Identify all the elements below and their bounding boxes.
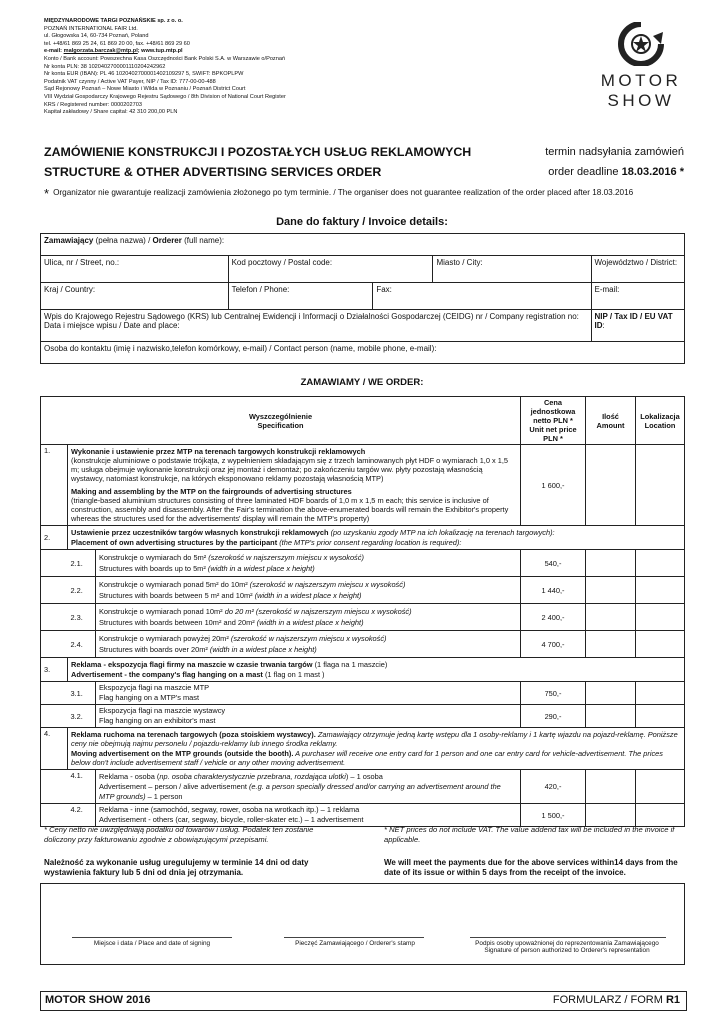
item-2-3-location-input[interactable] (636, 604, 685, 631)
table-row (41, 728, 685, 770)
krs-label: Wpis do Krajowego Rejestru Sądowego (KRS) lub Centralnej Ewidencji i Informacji o Działalności Gospodarczej (CEIDG) nr / Company registration no: (44, 312, 579, 321)
item-2-4-price: 4 700,- (521, 631, 586, 658)
item-4-2-qty-input[interactable] (586, 804, 636, 827)
table-row (41, 550, 685, 577)
deadline-pl: termin nadsyłania zamówień (545, 146, 684, 158)
eur-account: Nr konta EUR (IBAN): PL 46 1020402700001402109297 5, SWIFT: BPKOPLPW (44, 71, 244, 78)
orderer-label-bold: Zamawiający (44, 236, 94, 245)
country-field[interactable]: Kraj / Country: (41, 283, 229, 310)
item-1-price: 1 600,- (521, 445, 586, 526)
authorized-signature-line (470, 937, 666, 938)
city-field[interactable]: Miasto / City: (433, 256, 591, 283)
section-2-header: Ustawienie przez uczestników targów własnych konstrukcji reklamowych (po uzyskaniu zgody MTP na ich lokalizację na terenach targowych): Placement of own advertising structures by the participant (the MTP's prior consent regarding location is required): (68, 526, 685, 550)
item-3-2-description: Ekspozycja flagi na maszcie wystawcy Flag hanging on an exhibitor's mast (96, 705, 521, 728)
phone-field[interactable]: Telefon / Phone: (228, 283, 373, 310)
row-number: 3.1. (68, 682, 96, 705)
form-footer-bar (40, 991, 687, 1011)
item-1-location-input[interactable] (636, 445, 685, 526)
logo-show: SHOW (607, 91, 675, 110)
court-info: Sąd Rejonowy Poznań – Nowe Miasto i Wilda w Poznaniu / Poznań District Court (44, 86, 246, 93)
logo-motor: MOTOR (600, 71, 682, 90)
table-row (41, 658, 685, 682)
table-row (41, 682, 685, 705)
table-row (41, 804, 685, 827)
company-address: ul. Głogowska 14, 60-734 Poznań, Poland (44, 33, 149, 40)
company-phone: tel. +48/61 869 25 24, 61 869 20 00, fax. +48/61 869 29 60 (44, 40, 190, 47)
item-4-2-location-input[interactable] (636, 804, 685, 827)
court-division: VIII Wydział Gospodarczy Krajowego Rejestru Sądowego / 8th Division of National Court Register (44, 93, 286, 100)
col-qty-header: Ilość Amount (586, 397, 636, 445)
table-row (41, 577, 685, 604)
vat-note-en: * NET prices do not include VAT. The value addend tax will be included in the invoice if applicable. (384, 825, 675, 844)
item-3-1-qty-input[interactable] (586, 682, 636, 705)
note-text: Organizator nie gwarantuje realizacji zamówienia złożonego po tym terminie. / The organiser does not guarantee realization of the order placed after 18.03.2016 (53, 188, 634, 197)
item-2-4-description: Konstrukcje o wymiarach powyżej 20m² (szerokość w najszerszym miejscu x wysokość) Structures with boards over 20m² (width in a widest place x height) (96, 631, 521, 658)
item-2-2-qty-input[interactable] (586, 577, 636, 604)
orderer-field[interactable] (41, 234, 685, 256)
authorized-signature-label: Podpis osoby upoważnionej do reprezentowania Zamawiającego Signature of person authorized to Orderer's representation (475, 940, 659, 954)
vat-note-pl: * Ceny netto nie uwzględniają podatku od towarów i usług. Podatek ten zostanie doliczony przy fakturowaniu zgodnie z obowiązującymi przepisami. (44, 825, 314, 844)
section-4-header: Reklama ruchoma na terenach targowych (poza stoiskiem wystawcy). Zamawiający otrzymuje jedną kartę wstępu dla 1 osoby-reklamy i 1 kartę wjazdu na pojazd-reklamę. Poniższe ceny nie obejmują najmu personelu / pojazdu-reklamy lub innego środka reklamy. Moving advertisement on the MTP grounds (outside the booth). A purchaser will receive one entry card for 1 person and one car entry card for vehicle-advertisement. The prices below don't include advertisement staff / vehicle or any other moving advertisement. (68, 728, 685, 770)
item-2-2-price: 1 440,- (521, 577, 586, 604)
nip-colon: : (602, 321, 605, 330)
item-1-description: Wykonanie i ustawienie przez MTP na terenach targowych konstrukcji reklamowych (konstrukcje aluminiowe o podstawie trójkąta, z wypełnieniem składającym się z trzech laminowanych płyt HDF o wymiarach 1,0 x 1,5 m; usługa obejmuje wykonanie konstrukcji oraz jej montaż i demontaż; po zakończeniu targów ww. płyty pozostają własnością wystawcy, natomiast konstrukcje, na których eksponowano reklamy pozostają własnością MTP) Making and assembling by the MTP on the fairgrounds of advertising structures (triangle-based aluminium structures consisting of three laminated HDF boards of 1,0 m x 1,5 m each; this service is inclusive of construction, assembly and disassembly. After the Fair's termination the above-enumerated boards will remain the Exhibitor's property whereas the structures used for the advertisements' display will remain the MTP's property) (68, 445, 521, 526)
orderer-label: (pełna nazwa) / (93, 236, 153, 245)
place-date-label: Miejsce i data / Place and date of signing (93, 940, 211, 947)
table-row (41, 604, 685, 631)
payment-note-en: We will meet the payments due for the above services within14 days from the date of its issue or within 5 days from the receipt of the invoice. (384, 858, 678, 877)
motor-show-logo (596, 22, 686, 111)
item-4-2-description: Reklama - inne (samochód, segway, rower, osoba na wrotkach itp.) – 1 reklama Advertisement - others (car, segway, bicycle, roller-skater etc.) – 1 advertisement (96, 804, 521, 827)
invoice-heading: Dane do faktury / Invoice details: (276, 216, 448, 228)
item-2-1-description: Konstrukcje o wymiarach do 5m² (szerokość w najszerszym miejscu x wysokość) Structures with boards up to 5m² (width in a widest place x height) (96, 550, 521, 577)
deadline-date: 18.03.2016 * (621, 166, 684, 178)
contact-person-field[interactable]: Osoba do kontaktu (imię i nazwisko,telefon komórkowy, e-mail) / Contact person (name, mobile phone, e-mail): (41, 342, 685, 364)
orderer-label-en: (full name): (181, 236, 225, 245)
row-number: 1. (41, 445, 68, 526)
company-name: MIĘDZYNARODOWE TARGI POZNAŃSKIE sp. z o. o. (44, 18, 183, 24)
motor-show-emblem-icon (617, 22, 665, 66)
order-table (40, 396, 685, 827)
row-number: 4. (41, 728, 68, 770)
stamp-label: Pieczęć Zamawiającego / Orderer's stamp (295, 940, 415, 947)
item-4-1-price: 420,- (521, 770, 586, 804)
row-number: 2.1. (68, 550, 96, 577)
item-3-2-qty-input[interactable] (586, 705, 636, 728)
item-3-2-location-input[interactable] (636, 705, 685, 728)
row-number: 2. (41, 526, 68, 550)
krs-date-label: Data i miejsce wpisu / Date and place: (44, 321, 180, 330)
invoice-table (40, 233, 685, 364)
orderer-label-en-bold: Orderer (152, 236, 182, 245)
item-3-1-location-input[interactable] (636, 682, 685, 705)
row-number: 3.2. (68, 705, 96, 728)
stamp-line (284, 937, 424, 938)
item-2-2-description: Konstrukcje o wymiarach ponad 5m² do 10m² (szerokość w najszerszym miejscu x wysokość) Structures with boards between 5 m² and 10m² (width in a widest place x height) (96, 577, 521, 604)
row-number: 2.3. (68, 604, 96, 631)
krs-number: KRS / Registered number: 0000202703 (44, 101, 142, 108)
deadline-en (548, 166, 684, 178)
pln-account: Nr konta PLN: 38 1020402700001110204242962 (44, 63, 166, 70)
fax-field[interactable]: Fax: (373, 283, 591, 310)
order-heading: ZAMAWIAMY / WE ORDER: (300, 377, 424, 388)
col-spec-header: Wyszczególnienie Specification (41, 397, 521, 445)
item-4-1-description: Reklama - osoba (np. osoba charakterystycznie przebrana, rozdająca ulotki) – 1 osoba Advertisement – person / alive advertisement (e.g. a person specially dressed and/or carrying an advertisement around the MTP grounds) – 1 person (96, 770, 521, 804)
row-number: 4.1. (68, 770, 96, 804)
item-4-1-qty-input[interactable] (586, 770, 636, 804)
table-row (41, 631, 685, 658)
item-2-1-location-input[interactable] (636, 550, 685, 577)
email-field[interactable]: E-mail: (591, 283, 685, 310)
item-3-2-price: 290,- (521, 705, 586, 728)
item-2-3-qty-input[interactable] (586, 604, 636, 631)
table-row (41, 445, 685, 526)
row-number: 4.2. (68, 804, 96, 827)
page-title-en: STRUCTURE & OTHER ADVERTISING SERVICES ORDER (44, 165, 382, 179)
signature-line (72, 937, 232, 938)
event-name: MOTOR SHOW 2016 (45, 994, 151, 1006)
row-number: 2.2. (68, 577, 96, 604)
form-id: FORMULARZ / FORM R1 (552, 994, 680, 1006)
col-location-header: Lokalizacja Location (636, 397, 685, 445)
table-row (41, 770, 685, 804)
item-2-4-location-input[interactable] (636, 631, 685, 658)
share-capital: Kapitał zakładowy / Share capital: 42 310 200,00 PLN (44, 109, 178, 116)
email-link[interactable]: malgorzata.barczak@mtp.pl (63, 48, 138, 55)
row-number: 2.4. (68, 631, 96, 658)
deadline-label: order deadline (548, 166, 619, 178)
bank-info: Konto / Bank account: Powszechna Kasa Oszczędności Bank Polski S.A. w Warszawie o/Poznań (44, 55, 286, 62)
page-title-pl: ZAMÓWIENIE KONSTRUKCJI I POZOSTAŁYCH USŁUG REKLAMOWYCH (44, 145, 472, 159)
item-2-1-price: 540,- (521, 550, 586, 577)
item-2-1-qty-input[interactable] (586, 550, 636, 577)
col-price-header: Cena jednostkowa netto PLN * Unit net price PLN * (521, 397, 586, 445)
deadline-note (44, 186, 633, 201)
note-star: * (44, 186, 50, 201)
row-number: 3. (41, 658, 68, 682)
item-2-3-price: 2 400,- (521, 604, 586, 631)
postal-code-field[interactable]: Kod pocztowy / Postal code: (228, 256, 433, 283)
item-2-4-qty-input[interactable] (586, 631, 636, 658)
company-header (44, 18, 514, 117)
item-3-1-price: 750,- (521, 682, 586, 705)
table-row (41, 705, 685, 728)
street-field[interactable]: Ulica, nr / Street, no.: (41, 256, 229, 283)
email-label: e-mail: (44, 48, 63, 55)
item-4-1-location-input[interactable] (636, 770, 685, 804)
item-2-2-location-input[interactable] (636, 577, 685, 604)
item-2-3-description: Konstrukcje o wymiarach ponad 10m² do 20 m² (szerokość w najszerszym miejscu x wysokość) Structures with boards between 10m² and 20m² (width in a widest place x height) (96, 604, 521, 631)
company-name-en: POZNAŃ INTERNATIONAL FAIR Ltd. (44, 25, 138, 32)
vat-info: Podatnik VAT czynny / Active VAT Payer, NIP / Tax ID: 777-00-00-488 (44, 78, 216, 85)
item-3-1-description: Ekspozycja flagi na maszcie MTP Flag hanging on a MTP's mast (96, 682, 521, 705)
section-3-header: Reklama - ekspozycja flagi firmy na maszcie w czasie trwania targów (1 flaga na 1 maszcie) Advertisement - the company's flag hanging on a mast (1 flag on 1 mast ) (68, 658, 685, 682)
item-1-qty-input[interactable] (586, 445, 636, 526)
payment-note-pl: Należność za wykonanie usług uregulujemy w terminie 14 dni od daty wystawienia faktury lub 5 dni od dnia jej otrzymania. (44, 858, 309, 877)
district-field[interactable]: Województwo / District: (591, 256, 685, 283)
table-row (41, 526, 685, 550)
nip-field[interactable] (591, 310, 685, 342)
item-4-2-price: 1 500,- (521, 804, 586, 827)
nip-label: NIP / Tax ID / EU VAT ID (594, 312, 673, 330)
krs-field[interactable] (41, 310, 592, 342)
web-link[interactable]: ; www.tup.mtp.pl (137, 48, 183, 55)
